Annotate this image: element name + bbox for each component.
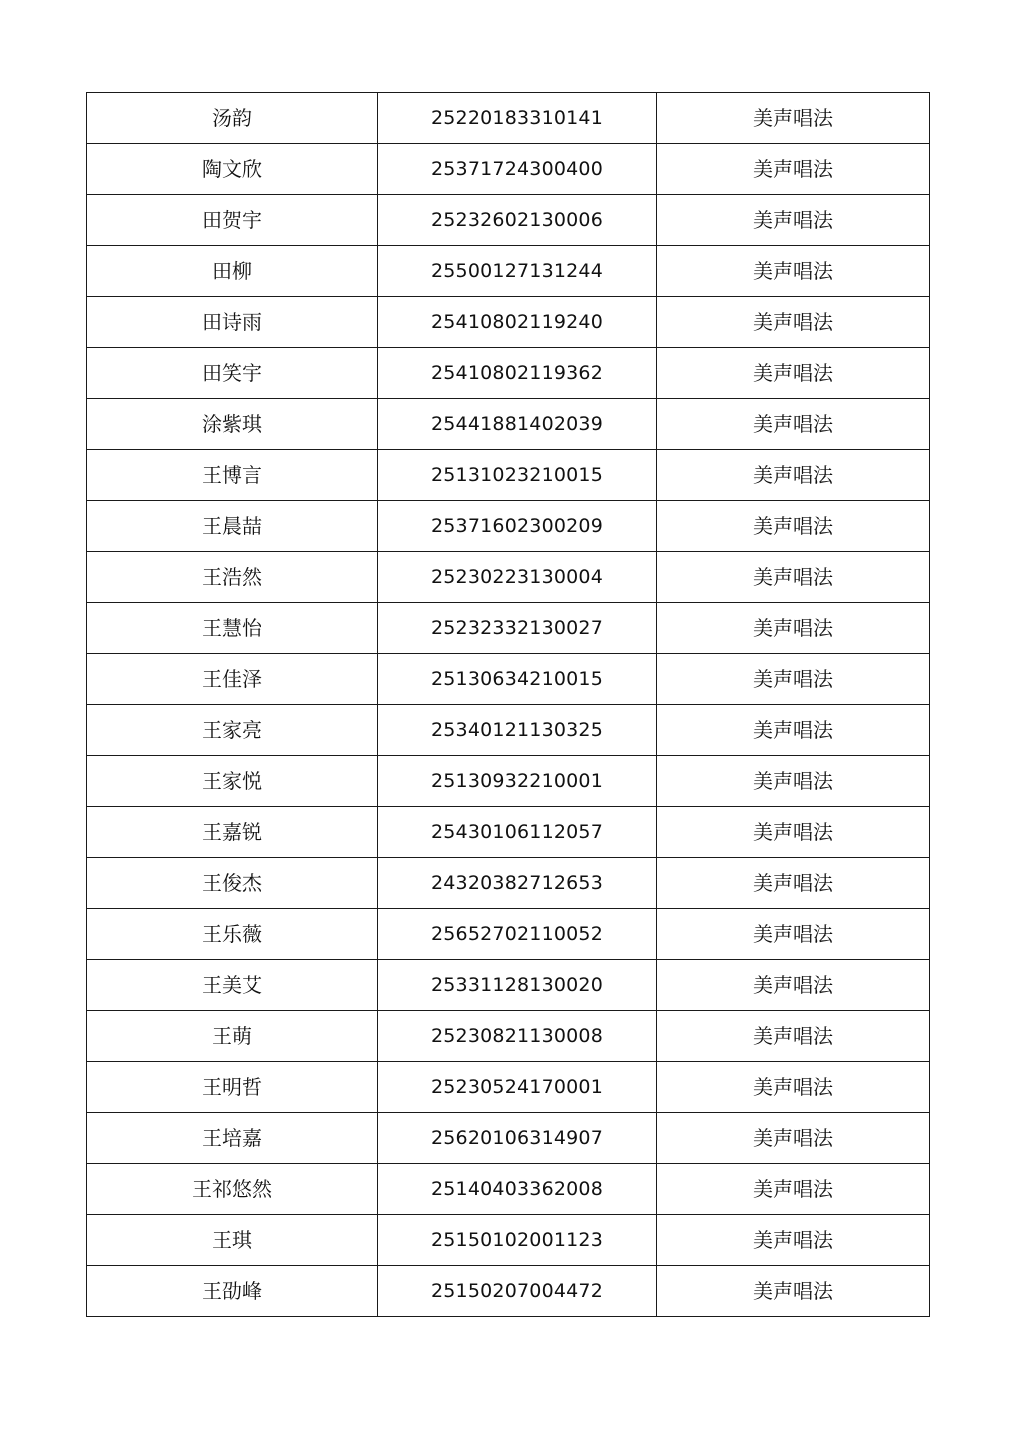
exam-number: 25430106112057 bbox=[378, 807, 657, 858]
candidate-name: 王俊杰 bbox=[87, 858, 378, 909]
major: 美声唱法 bbox=[657, 246, 930, 297]
table-row bbox=[87, 552, 930, 603]
exam-number: 25232602130006 bbox=[378, 195, 657, 246]
table-row bbox=[87, 603, 930, 654]
exam-number: 25441881402039 bbox=[378, 399, 657, 450]
table-row bbox=[87, 195, 930, 246]
table-row bbox=[87, 1215, 930, 1266]
table-row bbox=[87, 348, 930, 399]
candidate-name: 王祁悠然 bbox=[87, 1164, 378, 1215]
candidate-name: 田诗雨 bbox=[87, 297, 378, 348]
exam-number: 25500127131244 bbox=[378, 246, 657, 297]
major: 美声唱法 bbox=[657, 1215, 930, 1266]
table-row bbox=[87, 144, 930, 195]
table-row bbox=[87, 246, 930, 297]
table-row bbox=[87, 399, 930, 450]
table-row bbox=[87, 654, 930, 705]
major: 美声唱法 bbox=[657, 909, 930, 960]
exam-number: 25230223130004 bbox=[378, 552, 657, 603]
exam-number: 25230821130008 bbox=[378, 1011, 657, 1062]
exam-number: 24320382712653 bbox=[378, 858, 657, 909]
major: 美声唱法 bbox=[657, 1062, 930, 1113]
candidate-name: 王乐薇 bbox=[87, 909, 378, 960]
candidate-name: 田贺宇 bbox=[87, 195, 378, 246]
candidate-name: 王嘉锐 bbox=[87, 807, 378, 858]
major: 美声唱法 bbox=[657, 1266, 930, 1317]
candidate-name: 王浩然 bbox=[87, 552, 378, 603]
exam-number: 25140403362008 bbox=[378, 1164, 657, 1215]
table-row bbox=[87, 807, 930, 858]
major: 美声唱法 bbox=[657, 705, 930, 756]
major: 美声唱法 bbox=[657, 93, 930, 144]
candidate-name: 王博言 bbox=[87, 450, 378, 501]
exam-number: 25230524170001 bbox=[378, 1062, 657, 1113]
candidate-name: 王慧怡 bbox=[87, 603, 378, 654]
table-row bbox=[87, 1062, 930, 1113]
exam-number: 25130634210015 bbox=[378, 654, 657, 705]
table-row bbox=[87, 1266, 930, 1317]
table-row bbox=[87, 1164, 930, 1215]
candidate-name: 王佳泽 bbox=[87, 654, 378, 705]
exam-number: 25410802119240 bbox=[378, 297, 657, 348]
major: 美声唱法 bbox=[657, 858, 930, 909]
candidate-name: 王培嘉 bbox=[87, 1113, 378, 1164]
major: 美声唱法 bbox=[657, 501, 930, 552]
candidate-name: 王明哲 bbox=[87, 1062, 378, 1113]
major: 美声唱法 bbox=[657, 348, 930, 399]
table-row bbox=[87, 93, 930, 144]
candidate-name: 陶文欣 bbox=[87, 144, 378, 195]
candidate-name: 王萌 bbox=[87, 1011, 378, 1062]
table-row bbox=[87, 1113, 930, 1164]
major: 美声唱法 bbox=[657, 960, 930, 1011]
table-row bbox=[87, 297, 930, 348]
major: 美声唱法 bbox=[657, 195, 930, 246]
exam-number: 25371724300400 bbox=[378, 144, 657, 195]
exam-number: 25620106314907 bbox=[378, 1113, 657, 1164]
major: 美声唱法 bbox=[657, 399, 930, 450]
major: 美声唱法 bbox=[657, 1011, 930, 1062]
exam-number: 25410802119362 bbox=[378, 348, 657, 399]
candidate-name: 王家悦 bbox=[87, 756, 378, 807]
candidate-name: 王琪 bbox=[87, 1215, 378, 1266]
major: 美声唱法 bbox=[657, 1113, 930, 1164]
major: 美声唱法 bbox=[657, 552, 930, 603]
major: 美声唱法 bbox=[657, 654, 930, 705]
candidate-name: 涂紫琪 bbox=[87, 399, 378, 450]
exam-number: 25340121130325 bbox=[378, 705, 657, 756]
candidate-name: 王美艾 bbox=[87, 960, 378, 1011]
candidate-name: 汤韵 bbox=[87, 93, 378, 144]
table-row bbox=[87, 450, 930, 501]
candidate-name: 田柳 bbox=[87, 246, 378, 297]
exam-number: 25652702110052 bbox=[378, 909, 657, 960]
table-row bbox=[87, 1011, 930, 1062]
exam-number: 25131023210015 bbox=[378, 450, 657, 501]
major: 美声唱法 bbox=[657, 1164, 930, 1215]
table-row bbox=[87, 756, 930, 807]
table-row bbox=[87, 501, 930, 552]
exam-number: 25150207004472 bbox=[378, 1266, 657, 1317]
table-row bbox=[87, 705, 930, 756]
candidate-name: 王晨喆 bbox=[87, 501, 378, 552]
exam-number: 25331128130020 bbox=[378, 960, 657, 1011]
major: 美声唱法 bbox=[657, 603, 930, 654]
table-row bbox=[87, 960, 930, 1011]
exam-number: 25130932210001 bbox=[378, 756, 657, 807]
table-row bbox=[87, 858, 930, 909]
exam-number: 25371602300209 bbox=[378, 501, 657, 552]
major: 美声唱法 bbox=[657, 756, 930, 807]
major: 美声唱法 bbox=[657, 297, 930, 348]
table-row bbox=[87, 909, 930, 960]
candidate-name: 王家亮 bbox=[87, 705, 378, 756]
exam-number: 25232332130027 bbox=[378, 603, 657, 654]
candidate-name: 王劭峰 bbox=[87, 1266, 378, 1317]
exam-number: 25220183310141 bbox=[378, 93, 657, 144]
candidate-name: 田笑宇 bbox=[87, 348, 378, 399]
exam-number: 25150102001123 bbox=[378, 1215, 657, 1266]
roster-table-body bbox=[87, 93, 930, 1317]
major: 美声唱法 bbox=[657, 450, 930, 501]
roster-table bbox=[86, 92, 930, 1317]
major: 美声唱法 bbox=[657, 144, 930, 195]
major: 美声唱法 bbox=[657, 807, 930, 858]
